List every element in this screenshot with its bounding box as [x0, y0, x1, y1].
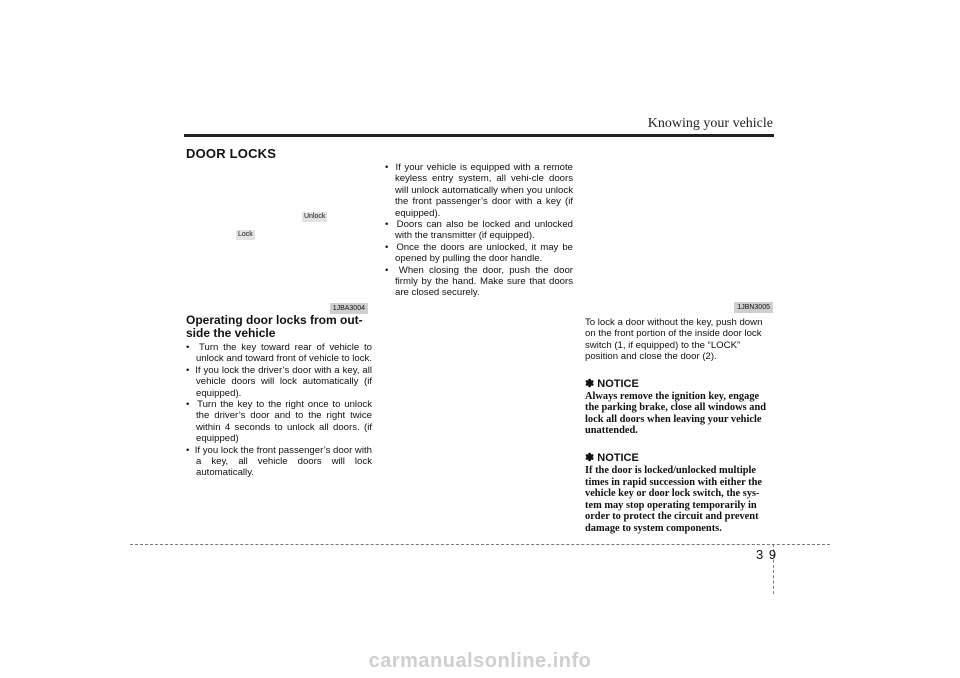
footer-divider — [130, 544, 830, 545]
section-title: DOOR LOCKS — [186, 146, 277, 161]
column-2 — [385, 162, 573, 299]
page-number: 3 9 — [756, 547, 778, 562]
watermark: carmanualsonline.info — [368, 650, 592, 672]
figure-door-key — [186, 162, 376, 312]
notice-body: Always remove the ignition key, engage the parking brake, close all windows and lock all doors when leaving your vehicle unattended. — [585, 390, 766, 437]
list-item: • Turn the key toward rear of vehicle to unlock and toward front of vehicle to lock. — [186, 342, 372, 365]
list-item: • If your vehicle is equipped with a remote keyless entry system, all vehi-cle doors will unlock automatically when you unlock the front passenger’s door with a key (if equipped). — [385, 162, 573, 219]
paragraph-inside-lock: To lock a door without the key, push down on the front portion of the inside door lock switch (1, if equipped) to the “LOCK” position and close the door (2). — [585, 317, 763, 363]
figure-id: 1JBA3004 — [330, 303, 368, 314]
column-3 — [585, 317, 775, 535]
figure-inside-lock-switch — [585, 162, 775, 312]
list-item: • If you lock the front passenger’s door with a key, all vehicle doors will lock automatically. — [186, 445, 372, 479]
header-title: Knowing your vehicle — [647, 116, 773, 131]
figure-id: 1JBN3005 — [734, 302, 773, 313]
subheading-outside-locks: Operating door locks from out-side the vehicle — [186, 313, 363, 340]
list-item: • If you lock the driver’s door with a key, all vehicle doors will lock automatically (if equipped). — [186, 365, 372, 399]
notice-title: ✽ NOTICE — [585, 377, 639, 390]
notice-title: ✽ NOTICE — [585, 452, 639, 464]
column-1 — [186, 314, 372, 479]
list-item: • Turn the key to the right once to unlock the driver’s door and to the right twice within 4 seconds to unlock all doors. (if equipped) — [186, 399, 372, 445]
list-item: • When closing the door, push the door firmly by the hand. Make sure that doors are closed securely. — [385, 265, 573, 299]
figure-label-unlock: Unlock — [304, 213, 326, 220]
figure-label-lock: Lock — [238, 231, 253, 238]
list-item: • Doors can also be locked and unlocked with the transmitter (if equipped). — [385, 219, 573, 242]
bullet-list-remote — [385, 162, 573, 299]
notice-body: If the door is locked/unlocked multiple times in rapid succession with either the vehicle key or door lock switch, the sys-tem may stop operating temporarily in order to protect the circuit and prevent damage to system components. — [585, 465, 763, 534]
header-rule — [184, 134, 774, 137]
list-item: • Once the doors are unlocked, it may be opened by pulling the door handle. — [385, 242, 573, 265]
bullet-list-outside — [186, 342, 372, 479]
